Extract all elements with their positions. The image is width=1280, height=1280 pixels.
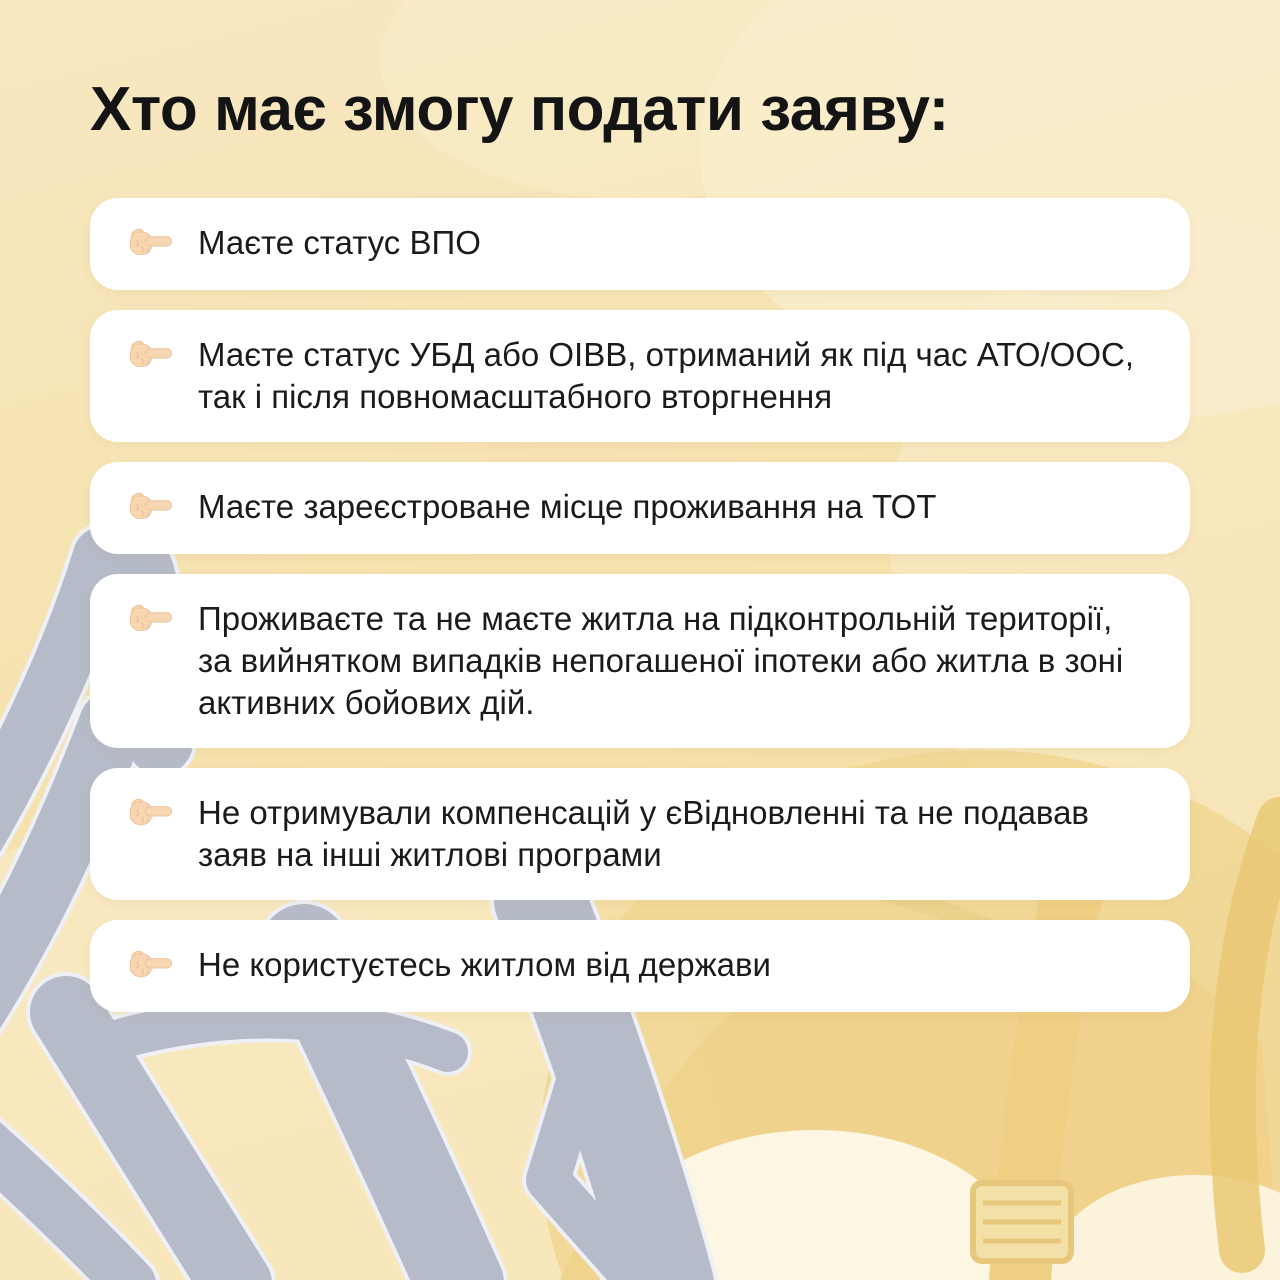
card-text: Маєте статус ВПО	[198, 224, 481, 262]
pointing-right-icon	[128, 484, 174, 530]
poster-content	[90, 76, 1190, 1012]
pointing-right-icon	[128, 790, 174, 836]
pointing-right-icon	[128, 596, 174, 642]
card-text: Не отримували компенсацій у єВідновленні та не подавав заяв на інші житлові програми	[198, 794, 1089, 874]
eligibility-list	[90, 198, 1190, 1012]
card-text: Не користуєтесь житлом від держави	[198, 946, 771, 984]
eligibility-card-no-housing	[90, 574, 1190, 748]
page-title: Хто має змогу подати заяву:	[90, 75, 949, 144]
eligibility-card-vpo-status	[90, 198, 1190, 290]
eligibility-card-no-compensation	[90, 768, 1190, 900]
pointing-right-icon	[128, 220, 174, 266]
pointing-right-icon	[128, 332, 174, 378]
card-text: Маєте зареєстроване місце проживання на ТОТ	[198, 488, 937, 526]
eligibility-card-ubd-oivv-status	[90, 310, 1190, 442]
eligibility-card-no-state-housing	[90, 920, 1190, 1012]
card-text: Проживаєте та не маєте житла на підконтрольній території, за вийнятком випадків непогашеної іпотеки або житла в зоні активних бойових дій.	[198, 600, 1124, 722]
eligibility-card-tot-residence	[90, 462, 1190, 554]
card-text: Маєте статус УБД або ОІВВ, отриманий як під час АТО/ООС, так і після повномасштабного вторгнення	[198, 336, 1135, 416]
pointing-right-icon	[128, 942, 174, 988]
